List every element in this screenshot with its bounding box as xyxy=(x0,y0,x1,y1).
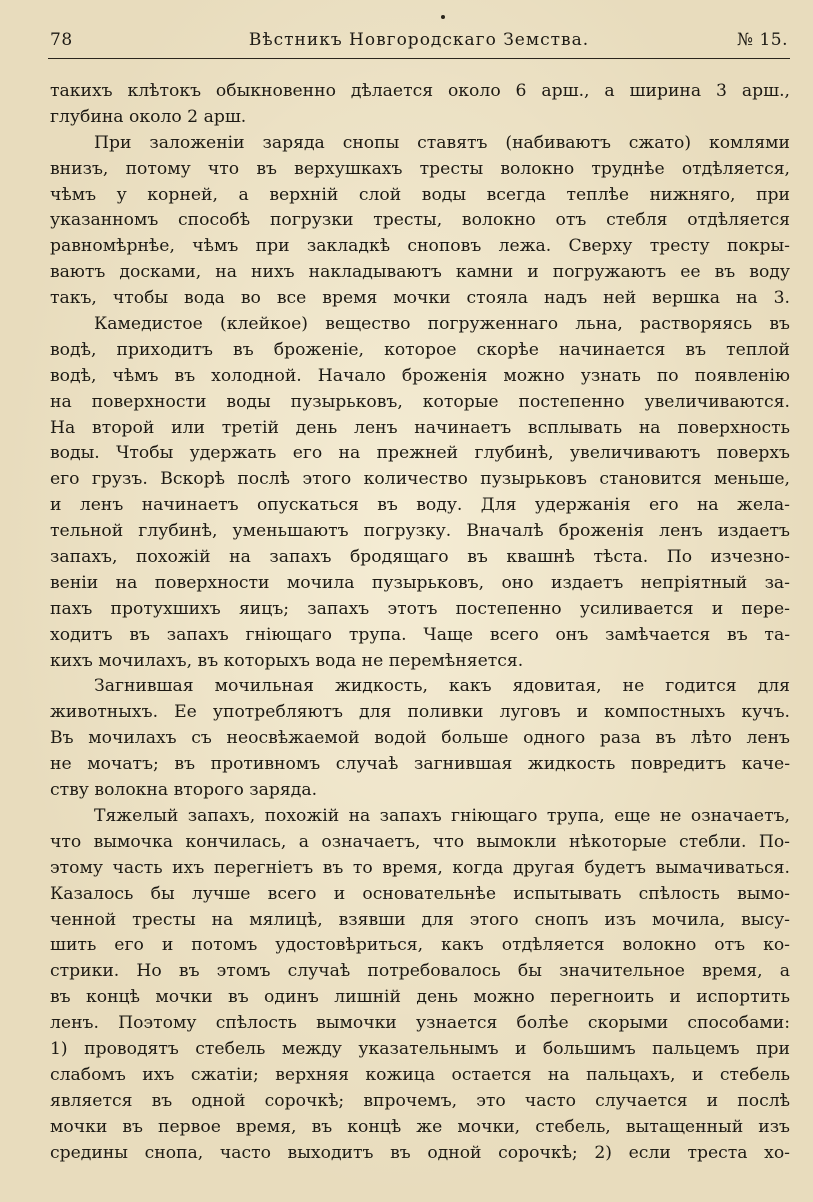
text-line: равномѣрнѣе, чѣмъ при закладкѣ сноповъ лежа. Сверху тресту покры- xyxy=(50,236,790,257)
text-line: запахъ, похожій на запахъ бродящаго въ квашнѣ тѣста. По изчезно- xyxy=(50,547,790,568)
text-line: этому часть ихъ перегніетъ въ то время, когда другая будетъ вымачиваться. xyxy=(50,857,790,878)
text-line: стрики. Но въ этомъ случаѣ потребовалось бы значительное время, а xyxy=(50,961,790,982)
text-line: кихъ мочилахъ, въ которыхъ вода не перемѣняется. xyxy=(50,650,524,671)
text-line: пахъ протухшихъ яицъ; запахъ этотъ постепенно усиливается и пере- xyxy=(50,598,790,619)
text-line: тельной глубинѣ, уменьшаютъ погрузку. Вначалѣ броженія ленъ издаетъ xyxy=(50,521,790,542)
text-line: ходитъ въ запахъ гніющаго трупа. Чаще всего онъ замѣчается въ та- xyxy=(50,624,790,645)
running-header xyxy=(50,30,788,54)
text-line: указанномъ способѣ погрузки тресты, волокно отъ стебля отдѣляется xyxy=(50,210,790,231)
text-line: является въ одной сорочкѣ; впрочемъ, это часто случается и послѣ xyxy=(50,1090,790,1111)
issue-number: № 15. xyxy=(736,30,788,50)
text-line: животныхъ. Ее употребляютъ для поливки луговъ и компостныхъ кучъ. xyxy=(50,702,790,723)
text-line: водѣ, чѣмъ въ холодной. Начало броженія можно узнать по появленію xyxy=(50,365,790,386)
text-line: его грузъ. Вскорѣ послѣ этого количество пузырьковъ становится меньше, xyxy=(50,469,790,490)
journal-title: Вѣстникъ Новгородскаго Земства. xyxy=(248,30,590,50)
text-line: такихъ клѣтокъ обыкновенно дѣлается около 6 арш., а ширина 3 арш., xyxy=(50,81,790,101)
text-line: водѣ, приходитъ въ броженіе, которое скорѣе начинается въ теплой xyxy=(50,339,790,360)
text-line: ству волокна второго заряда. xyxy=(50,780,318,801)
text-line: 1) проводятъ стебель между указательнымъ и большимъ пальцемъ при xyxy=(50,1038,790,1059)
text-line: Загнившая мочильная жидкость, какъ ядовитая, не годится для xyxy=(94,676,790,697)
text-line: Въ мочилахъ съ неосвѣжаемой водой больше одного раза въ лѣто ленъ xyxy=(50,728,790,749)
text-line: въ концѣ мочки въ одинъ лишній день можно перегноить и испортить xyxy=(50,987,790,1008)
text-line: мочки въ первое время, въ концѣ же мочки, стебель, вытащенный изъ xyxy=(50,1116,790,1137)
text-line: Тяжелый запахъ, похожій на запахъ гніющаго трупа, еще не означаетъ, xyxy=(94,805,790,826)
text-line: и ленъ начинаетъ опускаться въ воду. Для удержанія его на жела- xyxy=(50,495,790,516)
text-line: средины снопа, часто выходитъ въ одной сорочкѣ; 2) если треста хо- xyxy=(50,1142,790,1163)
text-line: внизъ, потому что въ верхушкахъ тресты волокно труднѣе отдѣляется, xyxy=(50,158,790,179)
text-line: глубина около 2 арш. xyxy=(50,106,247,127)
text-line: веніи на поверхности мочила пузырьковъ, оно издаетъ непріятный за- xyxy=(50,572,790,593)
print-speck xyxy=(441,15,445,19)
text-line: на поверхности воды пузырьковъ, которые постепенно увеличиваются. xyxy=(50,391,790,412)
text-line: ваютъ досками, на нихъ накладываютъ камни и погружаютъ ее въ воду xyxy=(50,262,790,283)
text-line: ченной тресты на мялицѣ, взявши для этого снопъ изъ мочила, высу- xyxy=(50,909,790,930)
text-line: Камедистое (клейкое) вещество погруженнаго льна, растворяясь въ xyxy=(94,314,790,335)
text-line: не мочатъ; въ противномъ случаѣ загнившая жидкость повредитъ каче- xyxy=(50,754,790,775)
text-line: чѣмъ у корней, а верхній слой воды всегда теплѣе нижняго, при xyxy=(50,184,790,205)
text-line: На второй или третій день ленъ начинаетъ всплывать на поверхность xyxy=(50,417,790,438)
text-line: такъ, чтобы вода во все время мочки стояла надъ ней вершка на 3. xyxy=(50,288,790,309)
page-number: 78 xyxy=(50,30,73,50)
header-rule xyxy=(48,58,790,59)
text-line: что вымочка кончилась, а означаетъ, что вымокли нѣкоторые стебли. По- xyxy=(50,831,790,852)
text-line: При заложеніи заряда снопы ставятъ (набиваютъ сжато) комлями xyxy=(94,132,790,153)
text-line: воды. Чтобы удержать его на прежней глубинѣ, увеличиваютъ поверхъ xyxy=(50,443,790,464)
text-line: шить его и потомъ удостовѣриться, какъ отдѣляется волокно отъ ко- xyxy=(50,935,790,956)
text-line: Казалось бы лучше всего и основательнѣе испытывать спѣлость вымо- xyxy=(50,883,790,904)
body-text xyxy=(50,79,790,1166)
text-line: слабомъ ихъ сжатіи; верхняя кожица остается на пальцахъ, и стебель xyxy=(50,1064,790,1085)
text-line: ленъ. Поэтому спѣлость вымочки узнается болѣе скорыми способами: xyxy=(50,1013,790,1034)
